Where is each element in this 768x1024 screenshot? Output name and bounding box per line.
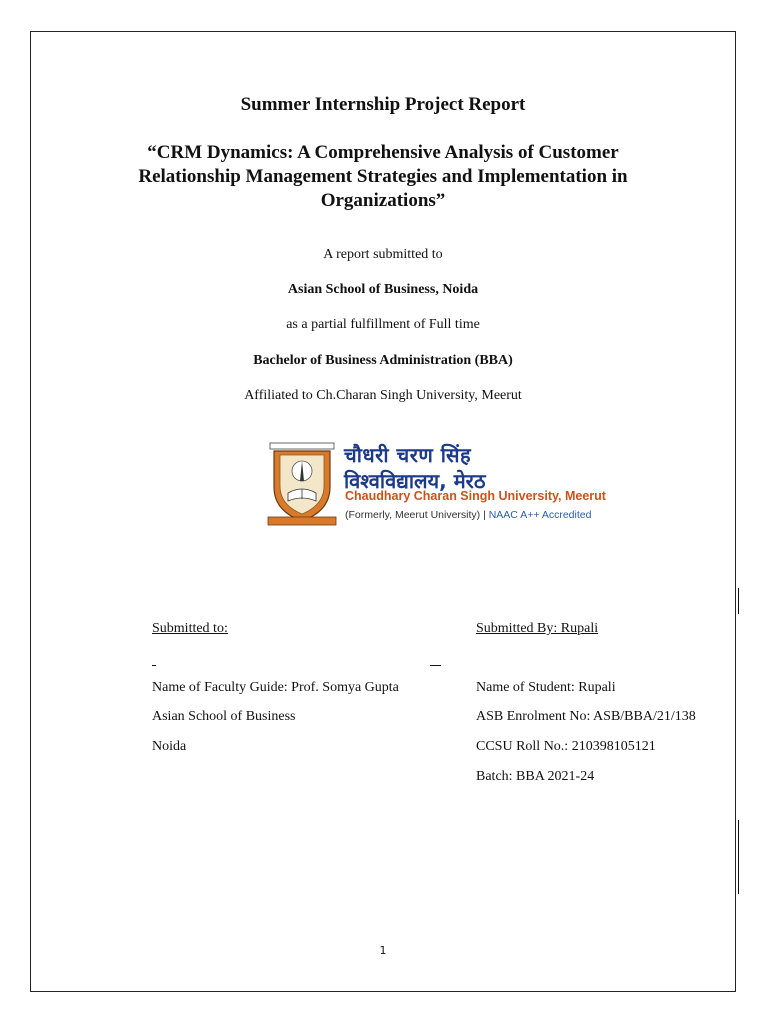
batch: Batch: BBA 2021-24 [476,769,595,784]
degree-name: Bachelor of Business Administration (BBA) [253,353,513,368]
logo-hindi-line-1: चौधरी चरण सिंह [344,443,472,467]
table-edge-top [738,588,739,614]
submitted-to-heading: Submitted to: [152,621,228,636]
faculty-school: Asian School of Business [152,709,296,724]
roll-number: CCSU Roll No.: 210398105121 [476,739,656,754]
affiliation-text: Affiliated to Ch.Charan Singh University, Meerut [244,388,522,403]
enrolment-number: ASB Enrolment No: ASB/BBA/21/138 [476,709,696,724]
faculty-guide: Name of Faculty Guide: Prof. Somya Gupta [152,680,399,695]
university-seal-icon [266,441,338,527]
logo-hindi-line-2: विश्वविद्यालय, मेरठ [344,469,486,493]
signature-line-left [152,665,156,666]
faculty-city: Noida [152,739,187,754]
submitted-by-heading: Submitted By: Rupali [476,621,599,636]
logo-formerly: (Formerly, Meerut University) [345,509,481,521]
university-logo [266,441,606,529]
table-edge-bottom [738,820,739,894]
page-number: 1 [379,944,387,957]
report-label: Summer Internship Project Report [240,94,526,115]
project-title: “CRM Dynamics: A Comprehensive Analysis of Customer Relationship Management Strategies and Implementation in Organizations” [138,142,628,211]
signature-line-right [430,665,441,666]
logo-subtitle [345,509,591,521]
submitted-to-text: A report submitted to [323,247,443,262]
logo-accreditation: NAAC A++ Accredited [488,509,592,521]
logo-english-name: Chaudhary Charan Singh University, Meerut [345,489,606,503]
student-name: Name of Student: Rupali [476,680,616,695]
institute-name: Asian School of Business, Noida [287,282,479,297]
fulfillment-text: as a partial fulfillment of Full time [286,317,480,332]
logo-separator: | [480,509,489,521]
